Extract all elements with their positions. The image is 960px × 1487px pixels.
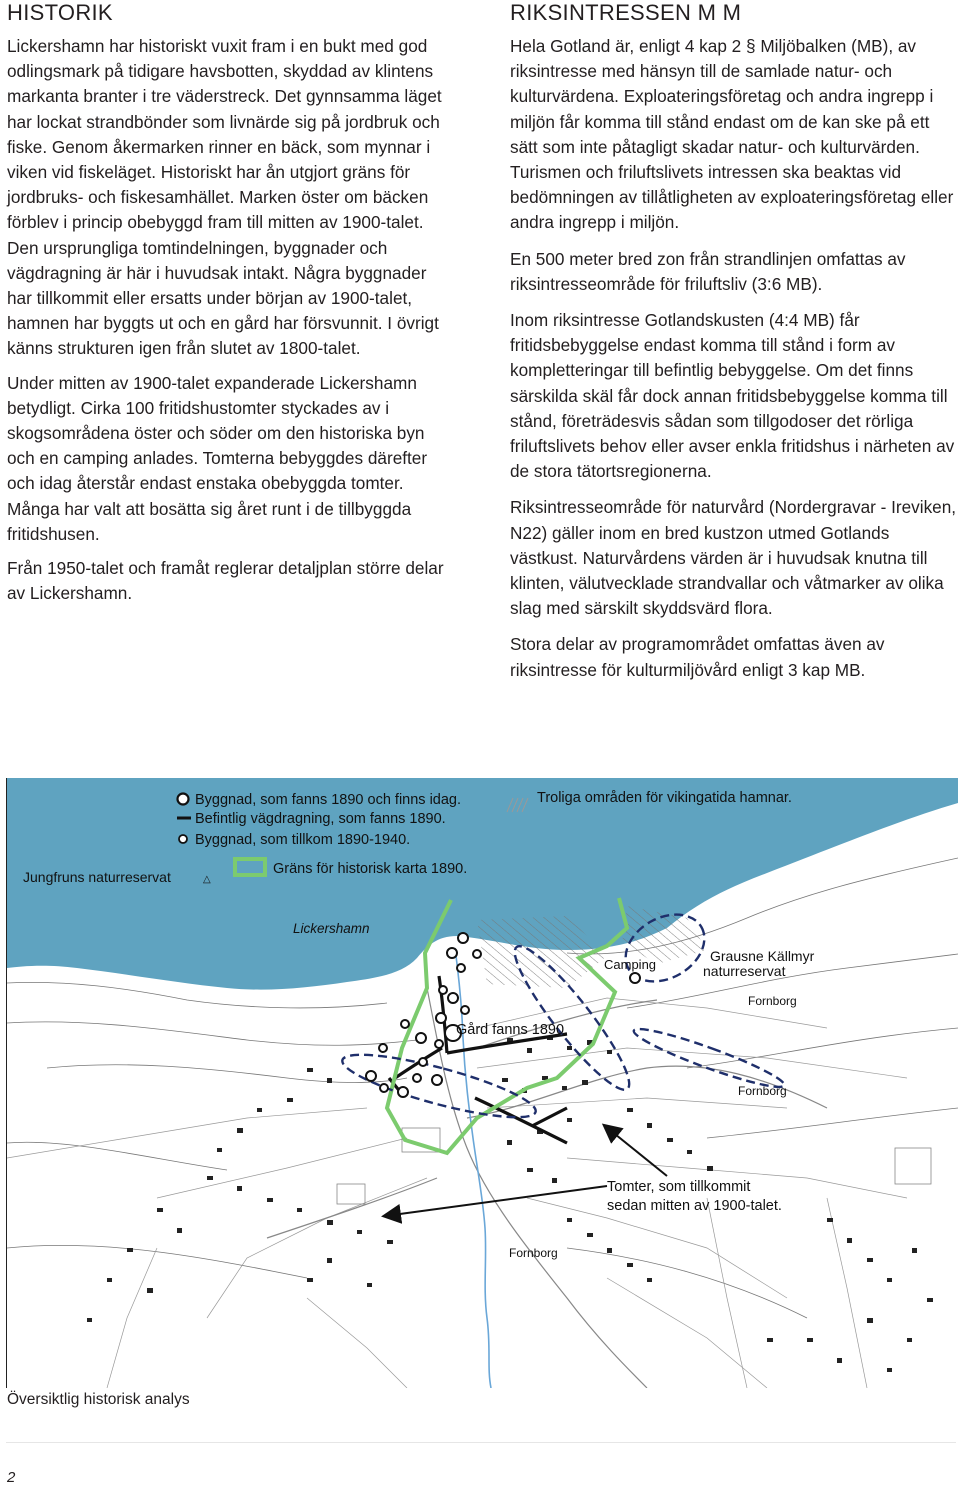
riksintressen-paragraph-1: Hela Gotland är, enligt 4 kap 2 § Miljöbalken (MB), av riksintresse med hänsyn till de samlade natur- och kulturvärdena. Exploateringsföretag och andra ingrepp i miljön får komma till stånd endast om de kan ske på ett sätt som inte påtagligt skadar natur- och kulturvärden. Turismen och friluftslivets intressen ska beaktas vid bedömningen av tillåtligheten av exploateringsföretag eller andra ingrepp i miljön. (510, 36, 954, 233)
label-fornborg-2: Fornborg (738, 1084, 787, 1098)
historik-paragraph-2: Under mitten av 1900-talet expanderade Lickershamn betydligt. Cirka 100 fritidshustomter styckades av i skogsområdena öster och söder om den historiska byn och en camping anlades. Tomterna bebyggdes därefter och idag återstår endast enstaka obebyggda tomter. Många har valt att bosätta sig året runt i de tillbyggda fritidshusen. (7, 372, 428, 544)
label-gard-fanns: Gård fanns 1890. (456, 1022, 569, 1038)
svg-text:△: △ (203, 874, 211, 885)
legend-existing-building: Byggnad, som fanns 1890 och finns idag. (195, 792, 462, 808)
riksintressen-paragraph-4: Riksintresseområde för naturvård (Nordergravar - Ireviken, N22) gäller inom en bred kustzon utmed Gotlands västkust. Naturvårdens värden är i huvudsak knutna till klinten, välutvecklade strandvallar och våtmarker av olika slag med särskilt skyddsvärd flora. (510, 497, 957, 619)
label-lickershamn: Lickershamn (293, 921, 370, 936)
page-number: 2 (7, 1469, 16, 1486)
footer-divider (6, 1442, 956, 1443)
riksintressen-heading: RIKSINTRESSEN M M (510, 0, 742, 25)
legend-new-building: Byggnad, som tillkom 1890-1940. (195, 832, 411, 848)
historik-heading: HISTORIK (7, 0, 113, 25)
riksintressen-paragraph-3: Inom riksintresse Gotlandskusten (4:4 MB) får fritidsbebyggelse endast komma till stånd i form av kompletteringar till befintlig bebyggelse. Om det finns särskilda skäl får dock annan fritidsbebyggelse komma till stånd, företrädesvis sådan som tillgodoser det rörliga friluftslivets behov eller avser enkla fritidshus i närheten av de stora tätortsregionerna. (510, 310, 955, 482)
riksintressen-paragraph-2: En 500 meter bred zon från strandlinjen omfattas av riksintresseområde för friluftsliv (3:6 MB). (510, 248, 906, 294)
legend-harbour: Troliga områden för vikingatida hamnar. (537, 790, 792, 806)
map-caption: Översiktlig historisk analys (7, 1391, 190, 1408)
historik-paragraph-1: Lickershamn har historiskt vuxit fram i en bukt med god odlingsmark på tidigare havsbotten, skyddad av klintens markanta branter i tre väderstreck. Det gynnsamma läget har lockat strandbönder som livnärde sig på jordbruk och fiske. Genom åkermarken rinner en bäck, som mynnar i viken vid fiskeläget. Historiskt har ån utgjort gräns för jordbruks- och fiskesamhället. Marken öster om bäcken förblev i princip obebyggd fram till mitten av 1900-talet. Den ursprungliga tomtindelningen, byggnader och vägdragning är här i huvudsak intakt. Några byggnader har tillkommit eller ersatts under början av 1900-talet, hamnen har byggts ut och en gård har försvunnit. I övrigt känns strukturen igen från slutet av 1800-talet. (7, 36, 442, 359)
historical-analysis-map (6, 778, 958, 1388)
label-tomter-1: Tomter, som tillkommit (607, 1179, 751, 1195)
legend-new-building-icon (179, 835, 187, 843)
historik-section (7, 0, 455, 606)
riksintressen-paragraph-5: Stora delar av programområdet omfattas även av riksintresse för kulturmiljövård enligt 3 kap MB. (510, 634, 885, 680)
historik-paragraph-3: Från 1950-talet och framåt reglerar detaljplan större delar av Lickershamn. (7, 558, 444, 604)
legend-existing-road: Befintlig vägdragning, som fanns 1890. (195, 811, 446, 827)
legend-boundary: Gräns för historisk karta 1890. (273, 861, 468, 877)
label-grausne-kallmyr: Grausne Källmyr (710, 948, 815, 964)
legend-existing-building-icon (178, 794, 189, 805)
label-fornborg-3: Fornborg (509, 1246, 558, 1260)
label-camping: Camping (604, 957, 657, 972)
riksintressen-section (510, 0, 958, 683)
label-fornborg-1: Fornborg (748, 994, 797, 1008)
label-jungfruns-naturreservat: Jungfruns naturreservat (23, 869, 171, 885)
label-naturreservat-east: naturreservat (703, 963, 786, 979)
label-tomter-2: sedan mitten av 1900-talet. (607, 1198, 782, 1214)
